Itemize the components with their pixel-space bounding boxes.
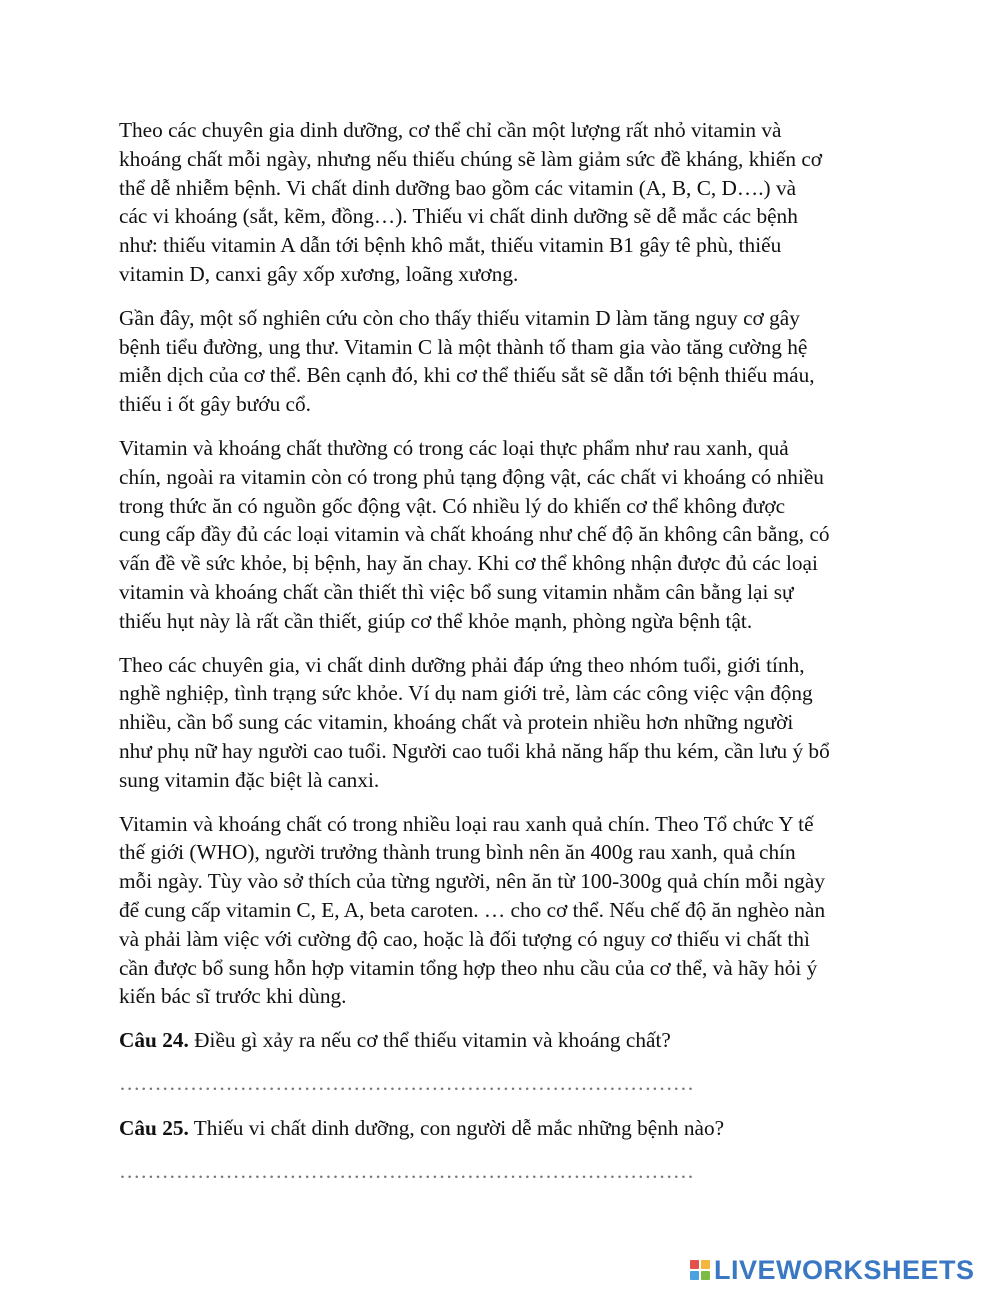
worksheet-page	[119, 116, 889, 1202]
liveworksheets-logo-text: LIVEWORKSHEETS	[714, 1254, 975, 1285]
liveworksheets-logo	[690, 1252, 975, 1288]
logo-square-red	[690, 1260, 699, 1269]
paragraph-5: Vitamin và khoáng chất có trong nhiều loại rau xanh quả chín. Theo Tổ chức Y tế thế giới (WHO), người trưởng thành trung bình nên ăn 400g rau xanh, quả chín mỗi ngày. Tùy vào sở thích của từng người, nên ăn từ 100-300g quả chín mỗi ngày để cung cấp vitamin C, E, A, beta caroten. … cho cơ thể. Nếu chế độ ăn nghèo nàn và phải làm việc với cường độ cao, hoặc là đối tượng có nguy cơ thiếu vi chất thì cần được bổ sung hỗn hợp vitamin tổng hợp theo nhu cầu của cơ thể, và hãy hỏi ý kiến bác sĩ trước khi dùng.	[119, 811, 826, 1009]
paragraph-4: Theo các chuyên gia, vi chất dinh dưỡng phải đáp ứng theo nhóm tuổi, giới tính, nghề nghiệp, tình trạng sức khỏe. Ví dụ nam giới trẻ, làm các công việc vận động nhiều, cần bổ sung các vitamin, khoáng chất và protein nhiều hơn những người như phụ nữ hay người cao tuổi. Người cao tuổi khả năng hấp thu kém, cần lưu ý bổ sung vitamin đặc biệt là canxi.	[119, 652, 830, 792]
paragraph-3: Vitamin và khoáng chất thường có trong các loại thực phẩm như rau xanh, quả chín, ngoài ra vitamin còn có trong phủ tạng động vật, các chất vi khoáng có nhiều trong thức ăn có nguồn gốc động vật. Có nhiều lý do khiến cơ thể không được cung cấp đầy đủ các loại vitamin và chất khoáng như chế độ ăn không cân bằng, có vấn đề về sức khỏe, bị bệnh, hay ăn chay. Khi cơ thể không nhận được đủ các loại vitamin và khoáng chất cần thiết thì việc bổ sung vitamin nhằm cân bằng lại sự thiếu hụt này là rất cần thiết, giúp cơ thể khỏe mạnh, phòng ngừa bệnh tật.	[119, 435, 830, 633]
question-25	[119, 1114, 889, 1143]
question-24-number: Câu 24.	[119, 1028, 189, 1053]
paragraph-1: Theo các chuyên gia dinh dưỡng, cơ thể chỉ cần một lượng rất nhỏ vitamin và khoáng chất mỗi ngày, nhưng nếu thiếu chúng sẽ làm giảm sức đề kháng, khiến cơ thể dễ nhiễm bệnh. Vi chất dinh dưỡng bao gồm các vitamin (A, B, C, D….) và các vi khoáng (sắt, kẽm, đồng…). Thiếu vi chất dinh dưỡng sẽ dễ mắc các bệnh như: thiếu vitamin A dẫn tới bệnh khô mắt, thiếu vitamin B1 gây tê phù, thiếu vitamin D, canxi gây xốp xương, loãng xương.	[119, 118, 823, 286]
logo-square-yellow	[701, 1260, 710, 1269]
logo-square-blue	[690, 1271, 699, 1280]
liveworksheets-logo-icon	[690, 1260, 710, 1280]
logo-square-green	[701, 1271, 710, 1280]
answer-25-input[interactable]	[119, 1157, 759, 1186]
answer-24-input[interactable]	[119, 1069, 759, 1098]
question-25-text: Thiếu vi chất dinh dưỡng, con người dễ mắc những bệnh nào?	[188, 1115, 725, 1140]
question-25-number: Câu 25.	[119, 1115, 189, 1140]
question-24	[119, 1026, 889, 1055]
paragraph-2: Gần đây, một số nghiên cứu còn cho thấy thiếu vitamin D làm tăng nguy cơ gây bệnh tiểu đường, ung thư. Vitamin C là một thành tố tham gia vào tăng cường hệ miễn dịch của cơ thể. Bên cạnh đó, khi cơ thể thiếu sắt sẽ dẫn tới bệnh thiếu máu, thiếu i ốt gây bướu cổ.	[119, 305, 815, 417]
question-24-text: Điều gì xảy ra nếu cơ thể thiếu vitamin và khoáng chất?	[188, 1028, 671, 1053]
